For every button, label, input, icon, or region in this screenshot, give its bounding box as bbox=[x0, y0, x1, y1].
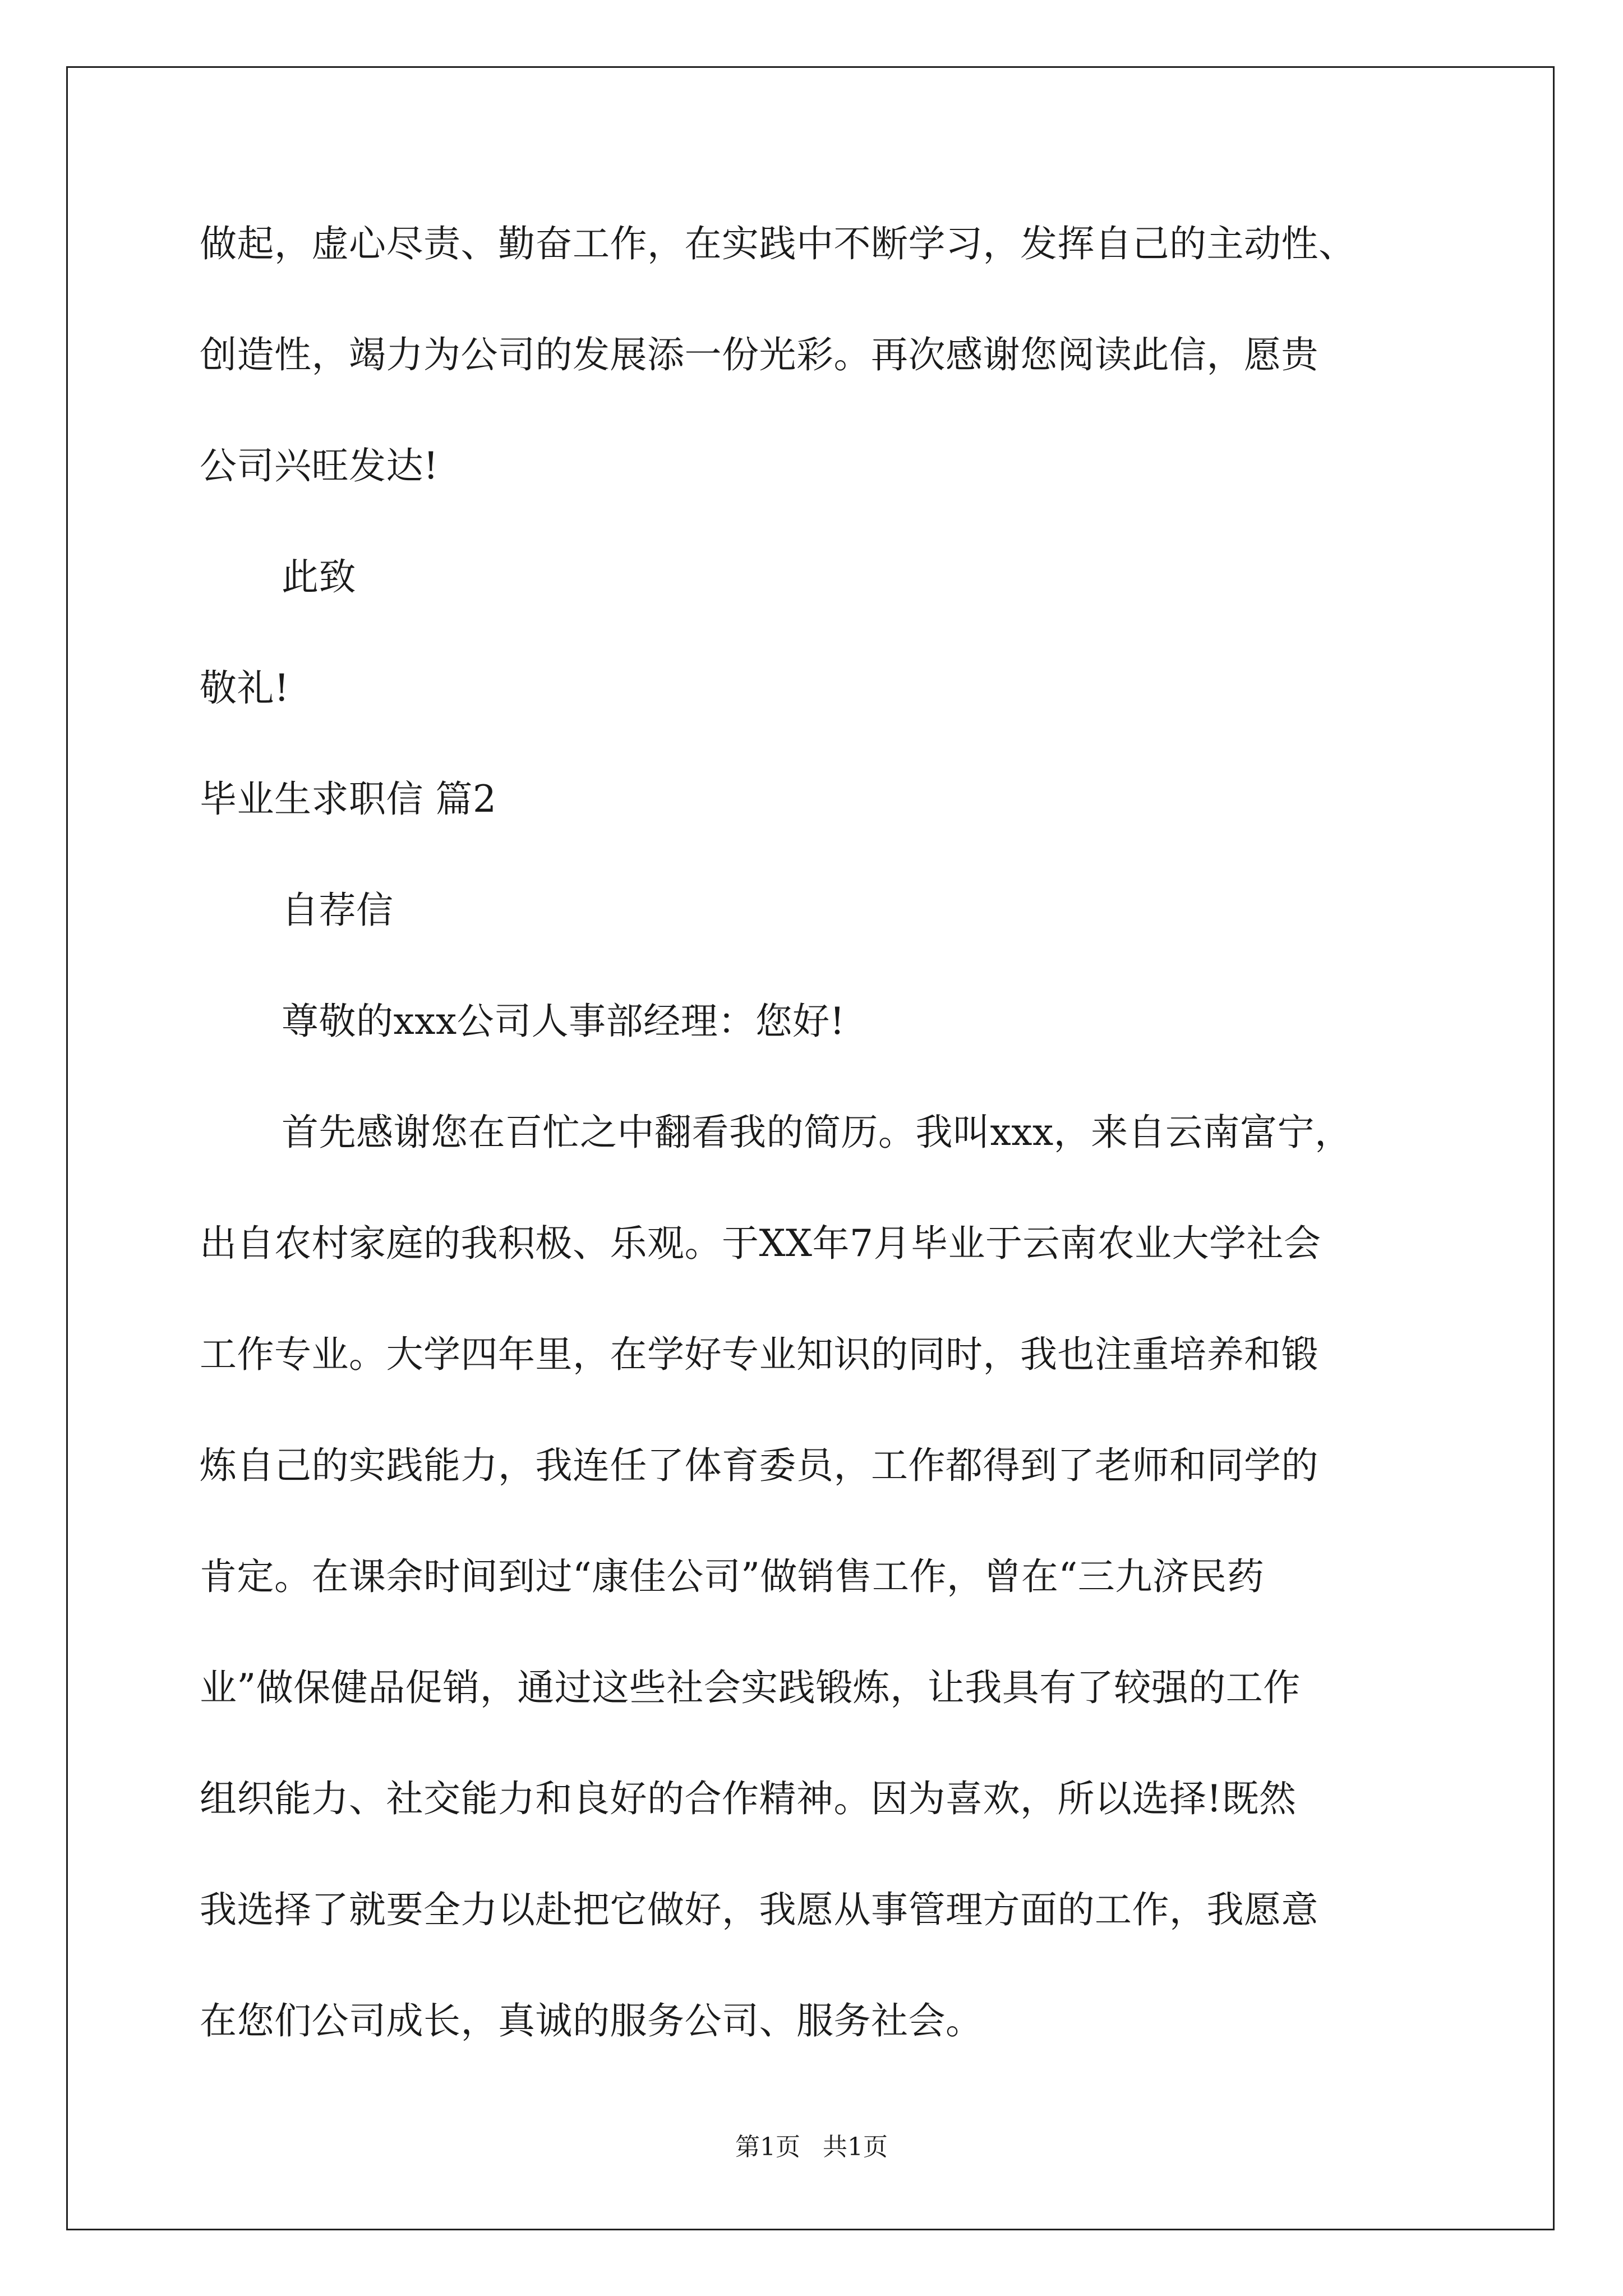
closing-regards: 敬礼! bbox=[200, 666, 290, 710]
letter-greeting: 尊敬的xxx公司人事部经理：您好! bbox=[282, 1000, 845, 1043]
page-footer bbox=[0, 2131, 1623, 2164]
body-line: 肯定。在课余时间到过“康佳公司”做销售工作，曾在“三九济民药 bbox=[200, 1555, 1265, 1598]
body-line: 创造性，竭力为公司的发展添一份光彩。再次感谢您阅读此信，愿贵 bbox=[200, 333, 1318, 376]
section-heading: 毕业生求职信 篇2 bbox=[200, 777, 497, 821]
page-number-current: 第1页 bbox=[735, 2133, 800, 2161]
body-line: 炼自己的实践能力，我连任了体育委员，工作都得到了老师和同学的 bbox=[200, 1444, 1318, 1487]
closing-salutation: 此致 bbox=[282, 555, 356, 599]
body-line: 工作专业。大学四年里，在学好专业知识的同时，我也注重培养和锻 bbox=[200, 1333, 1318, 1376]
body-line: 我选择了就要全力以赴把它做好，我愿从事管理方面的工作，我愿意 bbox=[200, 1888, 1318, 1931]
body-line: 组织能力、社交能力和良好的合作精神。因为喜欢，所以选择!既然 bbox=[200, 1777, 1297, 1820]
body-line: 公司兴旺发达! bbox=[200, 444, 439, 487]
body-line: 业”做保健品促销，通过这些社会实践锻炼，让我具有了较强的工作 bbox=[200, 1666, 1301, 1709]
body-line: 做起，虚心尽责、勤奋工作，在实践中不断学习，发挥自己的主动性、 bbox=[200, 222, 1356, 265]
body-line: 在您们公司成长，真诚的服务公司、服务社会。 bbox=[200, 1999, 983, 2042]
letter-title: 自荐信 bbox=[282, 889, 394, 932]
body-line: 首先感谢您在百忙之中翻看我的简历。我叫xxx，来自云南富宁， bbox=[282, 1111, 1352, 1154]
page-number-total: 共1页 bbox=[823, 2133, 888, 2161]
body-line: 出自农村家庭的我积极、乐观。于XX年7月毕业于云南农业大学社会 bbox=[200, 1222, 1321, 1265]
